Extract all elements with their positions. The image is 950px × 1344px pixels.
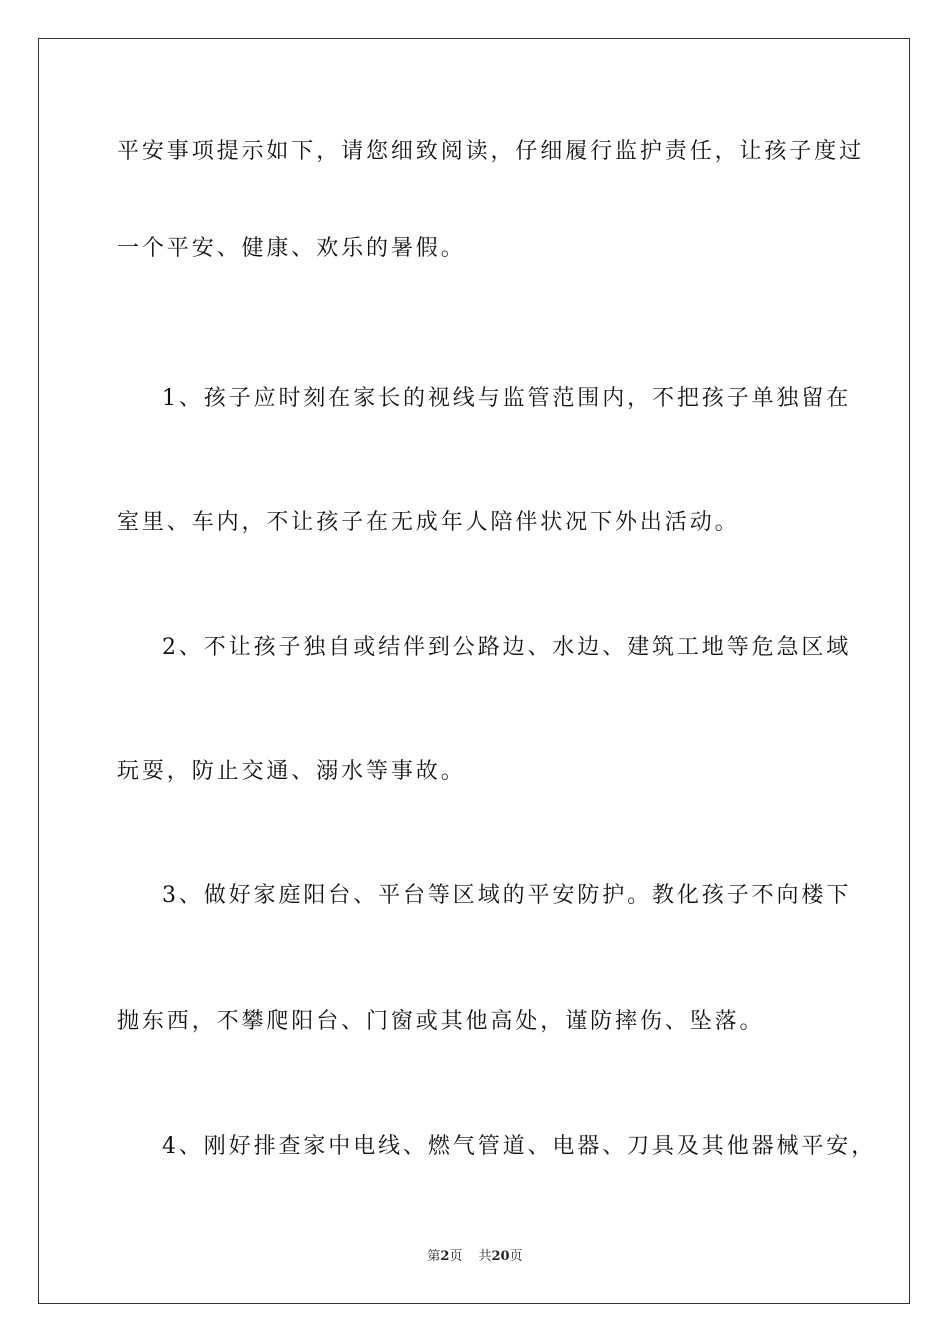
page-footer (0, 1248, 950, 1266)
text-line: 平安事项提示如下，请您细致阅读，仔细履行监护责任，让孩子度过 (117, 139, 865, 164)
text-line: 一个平安、健康、欢乐的暑假。 (117, 236, 466, 261)
text-line: 4、刚好排查家中电线、燃气管道、电器、刀具及其他器械平安， (162, 1134, 877, 1159)
text-line: 抛东西，不攀爬阳台、门窗或其他高处，谨防摔伤、坠落。 (117, 1009, 765, 1034)
total-prefix: 共 (478, 1249, 492, 1264)
text-line: 2、不让孩子独自或结伴到公路边、水边、建筑工地等危急区域 (162, 635, 852, 660)
page-prefix: 第 (427, 1249, 441, 1264)
text-line: 1、孩子应时刻在家长的视线与监管范围内，不把孩子单独留在 (162, 386, 852, 411)
text-line: 3、做好家庭阳台、平台等区域的平安防护。教化孩子不向楼下 (162, 883, 852, 908)
total-pages: 20 (491, 1249, 510, 1264)
text-line: 玩耍，防止交通、溺水等事故。 (117, 759, 466, 784)
text-line: 室里、车内，不让孩子在无成年人陪伴状况下外出活动。 (117, 510, 740, 535)
page-suffix: 页 (449, 1249, 463, 1264)
page-frame (38, 38, 910, 1304)
page-number: 2 (440, 1249, 450, 1264)
total-suffix: 页 (509, 1249, 523, 1264)
